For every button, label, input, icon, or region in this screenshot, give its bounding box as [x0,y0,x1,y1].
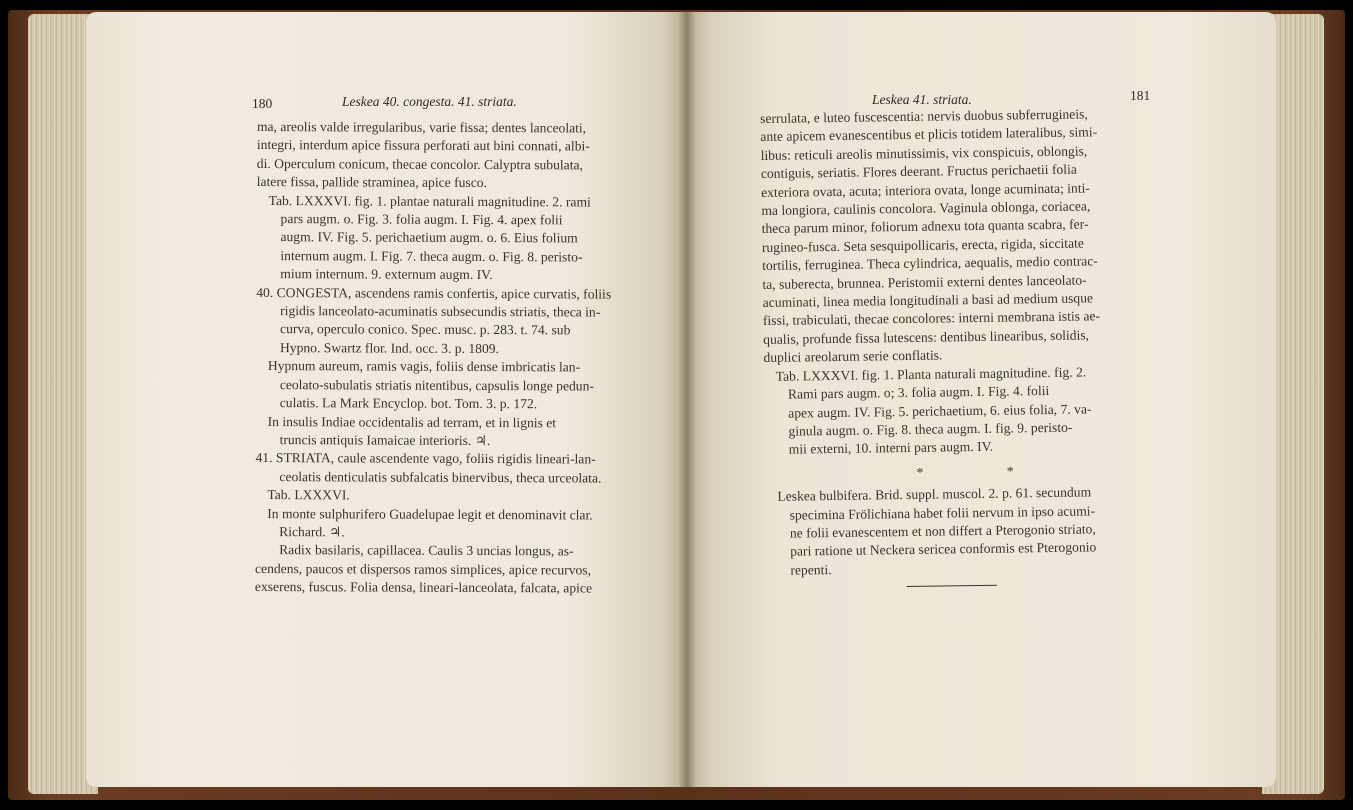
note-line: specimina Frölichiana habet folii nervum in ipso acumi- [789,502,1096,523]
text-line: theca parum minor, foliorum adnexu tota quanta scabra, fer- [761,216,1089,237]
note-line: pari ratione ut Neckera sericea conformis est Pterogonio [790,539,1097,559]
text-line: qualis, profunde fissa lutescens: dentibus linearibus, solidis, [763,327,1090,347]
text-line: cendens, paucos et dispersos ramos simplices, apice recurvos, [255,560,592,578]
right-running-head: Leskea 41. striata. [872,92,972,107]
text-line: Richard. ♃. [279,524,345,540]
text-line: Hypnum aureum, ramis vagis, foliis dense imbricatis lan- [267,358,581,375]
text-line: latere fissa, pallide straminea, apice fusco. [256,174,488,191]
note-line: Leskea bulbifera. Brid. suppl. muscol. 2. p. 61. secundum [777,484,1092,504]
text-line: ma longiora, caulinis concolora. Vaginula oblonga, coriacea, [761,198,1091,219]
section-stars: * * [916,462,1054,480]
text-line: contiguis, seriatis. Flores deerant. Fructus perichaetii folia [760,161,1077,182]
text-line: fissi, trabiculati, thecae concolores: interni membrana istis ae- [762,308,1101,329]
text-line: exserens, fuscus. Folia densa, lineari-lanceolata, falcata, apice [254,579,593,596]
text-line: exteriora ovata, acuta; interiora ovata, longe acuminata; inti- [761,180,1090,200]
text-line: truncis antiquis Iamaicae interioris. ♃. [279,432,491,448]
text-line: Tab. LXXXVI. fig. 1. plantae naturali magnitudine. 2. rami [268,192,591,210]
text-line: curva, operculo conico. Spec. musc. p. 283. t. 74. sub [280,321,571,338]
text-line: apex augm. IV. Fig. 5. perichaetium, 6. eius folia, 7. va- [788,400,1092,421]
text-line: rugineo-fusca. Seta sesquipollicaris, erecta, rigida, siccitate [761,235,1084,255]
text-line: In monte sulphurifero Guadelupae legit et denominavit clar. [267,505,593,522]
text-line: ante apicem evanescentibus et plicis totidem lateralibus, simi- [760,124,1098,145]
left-page-body [255,118,652,598]
text-line: ma, areolis valde irregularibus, varie fissa; dentes lanceolati, [256,118,587,136]
note-line: repenti. [790,561,832,578]
text-line: libus: reticuli areolis minutissimis, vix conspicuis, oblongis, [760,143,1088,163]
text-line: Hypno. Swartz flor. Ind. occ. 3. p. 1809. [279,339,500,356]
text-line: acuminati, linea media longitudinali a basi ad medium usque [762,290,1094,311]
text-line: Tab. LXXXVI. [267,487,350,503]
text-line: rigidis lanceolato-acuminatis subsecundis striatis, theca in- [280,303,601,320]
text-line: ginula augm. o. Fig. 8. theca augm. I. fig. 9. peristo- [788,419,1073,439]
text-line: augm. IV. Fig. 5. perichaetium augm. o. 6. Eius folium [280,229,578,246]
text-line: culatis. La Mark Encyclop. bot. Tom. 3. p. 172. [279,395,538,412]
text-line: Tab. LXXXVI. fig. 1. Planta naturali magnitudine. fig. 2. [775,364,1087,384]
text-line: ceolatis denticulatis subfalcatis binervibus, theca urceolata. [279,468,602,486]
book-gutter [678,12,696,787]
text-line: ta, suberecta, brunnea. Peristomii externi dentes lanceolato- [762,272,1087,292]
right-page-number: 181 [1130,88,1151,103]
text-line: ceolato-subulatis striatis nitentibus, capsulis longe pedun- [279,376,594,394]
text-line: tortilis, ferruginea. Theca cylindrica, aequalis, medio contrac- [762,253,1098,274]
text-line: serrulata, e luteo fuscescentia: nervis duobus subferrugineis, [760,106,1088,126]
text-line: Radix basilaris, capillacea. Caulis 3 uncias longus, as- [279,542,574,559]
text-line: 40. CONGESTA, ascendens ramis confertis, apice curvatis, foliis [256,284,612,302]
left-running-head: Leskea 40. congesta. 41. striata. [342,94,517,109]
text-line: duplici areolarum serie conflatis. [763,347,943,366]
text-line: pars augm. o. Fig. 3. folia augm. I. Fig. 4. apex folii [280,211,563,228]
right-page-body [760,104,1187,589]
text-line: 41. STRIATA, caule ascendente vago, foliis rigidis lineari-lan- [255,450,596,467]
text-line: internum augm. I. Fig. 7. theca augm. o. Fig. 8. peristo- [280,247,583,265]
text-line: mii externi, 10. interni pars augm. IV. [788,439,994,457]
note-line: ne folii evanescentem et non differt a Pterogonio striato, [789,521,1096,541]
text-line: Rami pars augm. o; 3. folia augm. I. Fig. 4. folii [787,383,1050,402]
text-line: In insulis Indiae occidentalis ad terram, et in lignis et [267,413,557,430]
left-page-number: 180 [252,96,273,111]
text-line: mium internum. 9. externum augm. IV. [280,266,493,283]
text-line: di. Operculum conicum, thecae concolor. Calyptra subulata, [256,155,583,173]
text-line: integri, interdum apice fissura perforati aut bini connati, albi- [256,137,590,154]
